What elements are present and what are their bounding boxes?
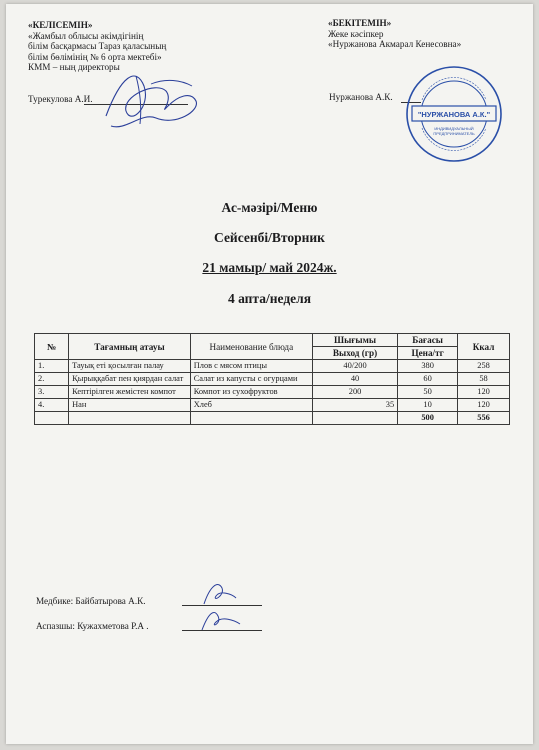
header-name-kz: Тағамның атауы xyxy=(69,334,191,360)
menu-title: Ас-мәзірі/Меню xyxy=(221,200,318,215)
cell-output: 40/200 xyxy=(312,360,397,373)
cell-kcal: 120 xyxy=(458,386,510,399)
approval-left-line: «Жамбыл облысы әкімдігінің xyxy=(28,30,144,41)
approval-right-block xyxy=(328,18,528,50)
cell-num: 1. xyxy=(35,360,69,373)
cell-price: 380 xyxy=(398,360,458,373)
cell-name-ru: Салат из капусты с огурцами xyxy=(190,373,312,386)
table-row xyxy=(35,386,510,399)
table-row xyxy=(35,373,510,386)
cell-name-kz: Нан xyxy=(69,399,191,412)
cell-name-kz: Кептірілген жемістен компот xyxy=(69,386,191,399)
document-page xyxy=(6,4,533,744)
cell-name-kz: Тауық еті қосылған палау xyxy=(69,360,191,373)
header-kcal: Ккал xyxy=(458,334,510,360)
header-output-kz: Шығымы xyxy=(312,334,397,347)
cell-name-kz: Қырыққабат пен қиярдан салат xyxy=(69,373,191,386)
cell-kcal: 120 xyxy=(458,399,510,412)
day-title: Сейсенбі/Вторник xyxy=(214,230,325,245)
cell-name-ru: Хлеб xyxy=(190,399,312,412)
total-price: 500 xyxy=(398,412,458,425)
cell-price: 50 xyxy=(398,386,458,399)
stamp-icon xyxy=(404,64,504,164)
cell-name-ru: Плов с мясом птицы xyxy=(190,360,312,373)
stamp-center-text: "НУРЖАНОВА А.К." xyxy=(417,110,491,119)
date-title: 21 мамыр/ май 2024ж. xyxy=(202,260,337,275)
cell-output: 200 xyxy=(312,386,397,399)
menu-table xyxy=(34,333,510,425)
stamp-sub-text: ПРЕДПРИНИМАТЕЛЬ xyxy=(433,131,475,136)
approval-left-line: білім бөлімінің № 6 орта мектебі» xyxy=(28,51,162,62)
nurse-signer: Медбике: Байбатырова А.К. xyxy=(36,596,146,606)
header-name-ru: Наименование блюда xyxy=(190,334,312,360)
table-row xyxy=(35,360,510,373)
approval-left-line: КММ – ның директоры xyxy=(28,62,120,73)
header-num: № xyxy=(35,334,69,360)
approval-right-heading: «БЕКІТЕМІН» xyxy=(328,18,392,28)
cell-name-ru: Компот из сухофруктов xyxy=(190,386,312,399)
cell-output: 40 xyxy=(312,373,397,386)
cell-price: 10 xyxy=(398,399,458,412)
table-row xyxy=(35,399,510,412)
approval-right-signer: Нуржанова А.К. xyxy=(329,92,393,102)
total-kcal: 556 xyxy=(458,412,510,425)
header-price-ru: Цена/тг xyxy=(398,347,458,360)
cell-num: 4. xyxy=(35,399,69,412)
approval-left-line: білім басқармасы Тараз қаласының xyxy=(28,41,167,52)
stamp-sub-text: ИНДИВИДУАЛЬНЫЙ xyxy=(434,126,474,131)
director-signature-icon xyxy=(96,56,206,136)
cell-price: 60 xyxy=(398,373,458,386)
approval-right-line: «Нуржанова Акмарал Кенесовна» xyxy=(328,39,462,50)
header-price-kz: Бағасы xyxy=(398,334,458,347)
cook-signer: Аспазшы: Кужахметова Р.А . xyxy=(36,621,149,631)
cell-num: 2. xyxy=(35,373,69,386)
table-total-row xyxy=(35,412,510,425)
approval-left-signer: Турекулова А.И. xyxy=(28,94,93,104)
footer-signatures-icon xyxy=(192,576,252,634)
table-header-row xyxy=(35,334,510,347)
cell-output: 35 xyxy=(312,399,397,412)
approval-left-heading: «КЕЛІСЕМІН» xyxy=(28,20,93,30)
cell-kcal: 58 xyxy=(458,373,510,386)
header-output-ru: Выход (гр) xyxy=(312,347,397,360)
cell-kcal: 258 xyxy=(458,360,510,373)
cell-num: 3. xyxy=(35,386,69,399)
week-title: 4 апта/неделя xyxy=(227,291,312,306)
approval-right-line: Жеке кәсіпкер xyxy=(328,28,384,39)
